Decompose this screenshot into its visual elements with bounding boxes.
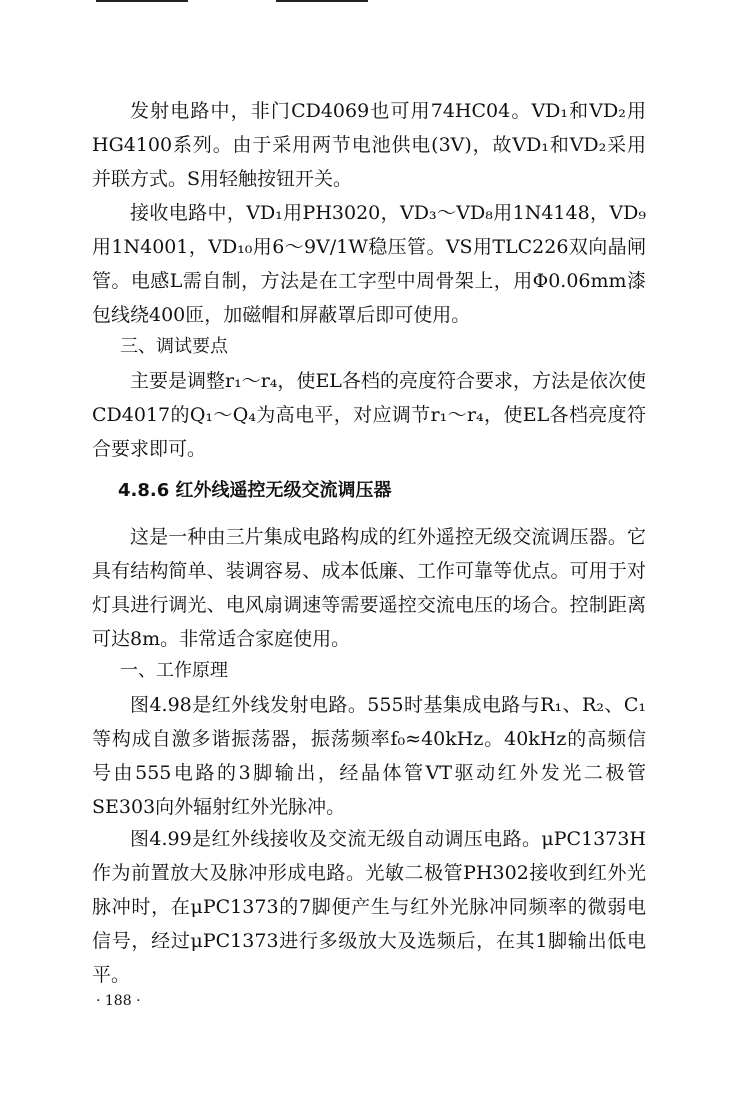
- paragraph-transmitter-circuit: 图4.98是红外线发射电路。555时基集成电路与R₁、R₂、C₁等构成自激多谐振荡器，振荡频率f₀≈40kHz。40kHz的高频信号由555电路的3脚输出，经晶体管VT驱动红外发光二极管SE303向外辐射红外光脉冲。: [92, 694, 646, 818]
- section-title: 4.8.6 红外线遥控无级交流调压器: [118, 480, 392, 501]
- subheading-working-principle: 一、工作原理: [120, 660, 228, 681]
- paragraph-debug-method: 主要是调整r₁～r₄，使EL各档的亮度符合要求，方法是依次使CD4017的Q₁～Q₄为高电平，对应调节r₁～r₄，使EL各档亮度符合要求即可。: [92, 370, 646, 460]
- top-rule-right: [276, 0, 368, 2]
- paragraph-intro: 这是一种由三片集成电路构成的红外遥控无级交流调压器。它具有结构简单、装调容易、成本低廉、工作可靠等优点。可用于对灯具进行调光、电风扇调速等需要遥控交流电压的场合。控制距离可达8m。非常适合家庭使用。: [92, 526, 646, 650]
- subheading-debug-points: 三、调试要点: [120, 336, 228, 357]
- paragraph-receiver-circuit: 图4.99是红外线接收及交流无级自动调压电路。μPC1373H作为前置放大及脉冲形成电路。光敏二极管PH302接收到红外光脉冲时，在μPC1373的7脚便产生与红外光脉冲同频率的微弱电信号，经过μPC1373进行多级放大及选频后，在其1脚输出低电平。: [92, 828, 646, 986]
- page-number: · 188 ·: [96, 993, 141, 1009]
- paragraph-receiver-parts: 接收电路中，VD₁用PH3020，VD₃～VD₈用1N4148，VD₉用1N4001，VD₁₀用6～9V/1W稳压管。VS用TLC226双向晶闸管。电感L需自制，方法是在工字型中周骨架上，用Φ0.06mm漆包线绕400匝，加磁帽和屏蔽罩后即可使用。: [92, 202, 646, 326]
- paragraph-transmitter-parts: 发射电路中，非门CD4069也可用74HC04。VD₁和VD₂用HG4100系列。由于采用两节电池供电(3V)，故VD₁和VD₂采用并联方式。S用轻触按钮开关。: [92, 100, 646, 190]
- top-rule-left: [96, 0, 188, 2]
